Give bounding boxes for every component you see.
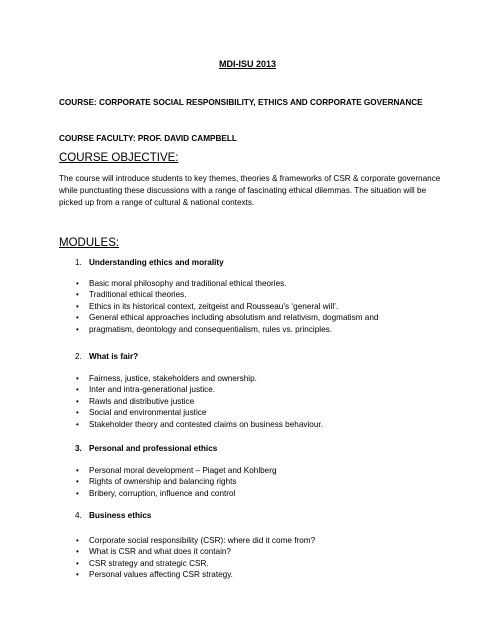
list-item: • CSR strategy and strategic CSR. (76, 558, 209, 568)
module-title-text: Understanding ethics and morality (89, 258, 224, 267)
bullet-icon: • (76, 324, 79, 334)
bullet-icon: • (76, 558, 79, 568)
module-3-title (75, 444, 217, 453)
objective-text: The course will introduce students to key themes, theories & frameworks of CSR & corporate governance while punctuating these discussions with a range of fascinating ethical dilemmas. The situation will be picked up from a range of cultural & national contexts. (59, 174, 441, 207)
bullet-icon: • (76, 408, 79, 418)
bullet-icon: • (76, 419, 79, 429)
course-title: COURSE: CORPORATE SOCIAL RESPONSIBILITY, ETHICS AND CORPORATE GOVERNANCE (59, 98, 423, 107)
list-item: • pragmatism, deontology and consequentialism, rules vs. principles. (76, 324, 333, 334)
bullet-icon: • (76, 385, 79, 395)
bullet-icon: • (76, 374, 79, 383)
bullet-icon: • (76, 279, 79, 288)
bullet-icon: • (76, 570, 79, 580)
module-4-title (75, 511, 151, 520)
list-item: • General ethical approaches including absolutism and relativism, dogmatism and (76, 313, 379, 323)
list-item: • Corporate social responsibility (CSR): where did it come from? (76, 536, 316, 545)
module-3-list (75, 465, 435, 499)
bullet-icon: • (76, 536, 79, 545)
list-item: • What is CSR and what does it contain? (76, 547, 231, 557)
document-title: MDI-ISU 2013 (218, 59, 277, 69)
objective-heading: COURSE OBJECTIVE: (59, 152, 179, 164)
module-number: 4. (75, 511, 82, 520)
list-item: • Basic moral philosophy and traditional ethical theories. (76, 279, 287, 288)
list-item: • Traditional ethical theories. (76, 290, 187, 300)
list-item: • Stakeholder theory and contested claims on business behaviour. (76, 419, 323, 429)
modules-heading: MODULES: (59, 237, 120, 249)
list-item: • Fairness, justice, stakeholders and ownership. (76, 374, 257, 383)
module-4-list (75, 535, 435, 581)
list-item: • Ethics in its historical context, zeitgeist and Rousseau’s ‘general will’. (76, 301, 339, 311)
bullet-icon: • (76, 301, 79, 311)
bullet-icon: • (76, 547, 79, 557)
list-item: • Inter and intra-generational justice. (76, 385, 216, 395)
module-number: 1. (75, 258, 82, 267)
module-2-title (75, 352, 138, 361)
module-number: 2. (75, 352, 82, 361)
module-1-list (75, 278, 435, 335)
bullet-icon: • (76, 477, 79, 487)
module-title-text: Personal and professional ethics (89, 444, 218, 453)
bullet-icon: • (76, 290, 79, 300)
bullet-icon: • (76, 396, 79, 406)
list-item: • Rawls and distributive justice (76, 396, 195, 406)
bullet-icon: • (76, 313, 79, 323)
list-item: • Personal moral development – Piaget and Kohlberg (76, 466, 277, 475)
bullet-icon: • (76, 488, 79, 498)
module-2-list (75, 373, 435, 430)
list-item: • Rights of ownership and balancing rights (76, 477, 237, 487)
module-number: 3. (75, 444, 82, 453)
module-title-text: Business ethics (89, 511, 152, 520)
bullet-icon: • (76, 466, 79, 475)
list-item: • Personal values affecting CSR strategy. (76, 570, 233, 580)
list-item: • Social and environmental justice (76, 408, 207, 418)
list-item: • Bribery, corruption, influence and control (76, 488, 236, 498)
module-title-text: What is fair? (89, 352, 139, 361)
module-1-title (75, 258, 224, 267)
course-faculty: COURSE FACULTY: PROF. DAVID CAMPBELL (59, 134, 237, 143)
